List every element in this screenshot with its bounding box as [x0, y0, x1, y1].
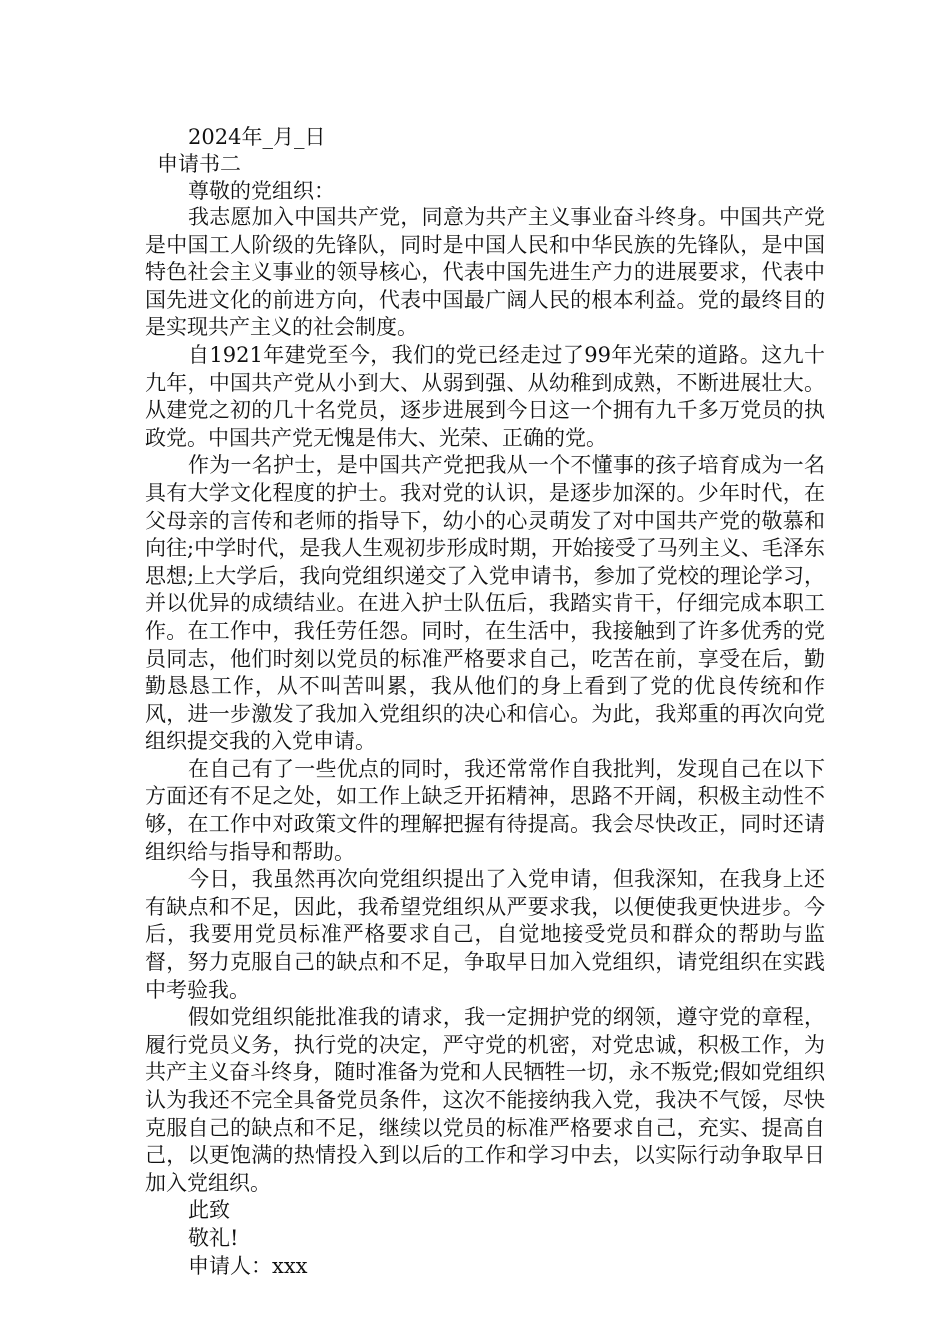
paragraph-1: 我志愿加入中国共产党，同意为共产主义事业奋斗终身。中国共产党是中国工人阶级的先锋队，同时是中国人民和中华民族的先锋队，是中国特色社会主义事业的领导核心，代表中国先进生产力的进展要求，代表中国先进文化的前进方向，代表中国最广阔人民的根本利益。党的最终目的是实现共产主义的社会制度。 — [145, 205, 825, 340]
document-body — [145, 204, 825, 1280]
applicant-signature: 申请人：xxx — [188, 1253, 308, 1278]
date-line: 2024年_月_日 — [188, 125, 326, 149]
paragraph-5: 今日，我虽然再次向党组织提出了入党申请，但我深知，在我身上还有缺点和不足，因此，我希望党组织从严要求我，以便使我更快进步。今后，我要用党员标准严格要求自己，自觉地接受党员和群众的帮助与监督，努力克服自己的缺点和不足，争取早日加入党组织，请党组织在实践中考验我。 — [145, 867, 825, 1002]
closing-line-2: 敬礼! — [188, 1225, 239, 1250]
closing-line-1: 此致 — [188, 1198, 230, 1223]
salutation: 尊敬的党组织： — [188, 179, 335, 203]
paragraph-2: 自1921年建党至今，我们的党已经走过了99年光荣的道路。这九十九年，中国共产党从小到大、从弱到强、从幼稚到成熟，不断进展壮大。从建党之初的几十名党员，逐步进展到今日这一个拥有九千多万党员的执政党。中国共产党无愧是伟大、光荣、正确的党。 — [145, 342, 825, 450]
paragraph-4: 在自己有了一些优点的同时，我还常常作自我批判，发现自己在以下方面还有不足之处，如工作上缺乏开拓精神，思路不开阔，积极主动性不够，在工作中对政策文件的理解把握有待提高。我会尽快改正，同时还请组织给与指导和帮助。 — [145, 756, 825, 864]
document-title: 申请书二 — [157, 152, 241, 176]
paragraph-6: 假如党组织能批准我的请求，我一定拥护党的纲领，遵守党的章程，履行党员义务，执行党的决定，严守党的机密，对党忠诚，积极工作，为共产主义奋斗终身，随时准备为党和人民牺牲一切，永不叛党;假如党组织认为我还不完全具备党员条件，这次不能接纳我入党，我决不气馁，尽快克服自己的缺点和不足，继续以党员的标准严格要求自己，充实、提高自己，以更饱满的热情投入到以后的工作和学习中去，以实际行动争取早日加入党组织。 — [145, 1005, 825, 1195]
paragraph-3: 作为一名护士，是中国共产党把我从一个不懂事的孩子培育成为一名具有大学文化程度的护士。我对党的认识，是逐步加深的。少年时代，在父母亲的言传和老师的指导下，幼小的心灵萌发了对中国共产党的敬慕和向往;中学时代，是我人生观初步形成时期，开始接受了马列主义、毛泽东思想;上大学后，我向党组织递交了入党申请书，参加了党校的理论学习，并以优异的成绩结业。在进入护士队伍后，我踏实肯干，仔细完成本职工作。在工作中，我任劳任怨。同时，在生活中，我接触到了许多优秀的党员同志，他们时刻以党员的标准严格要求自己，吃苦在前，享受在后，勤勤恳恳工作，从不叫苦叫累，我从他们的身上看到了党的优良传统和作风，进一步激发了我加入党组织的决心和信心。为此，我郑重的再次向党组织提交我的入党申请。 — [145, 453, 825, 754]
